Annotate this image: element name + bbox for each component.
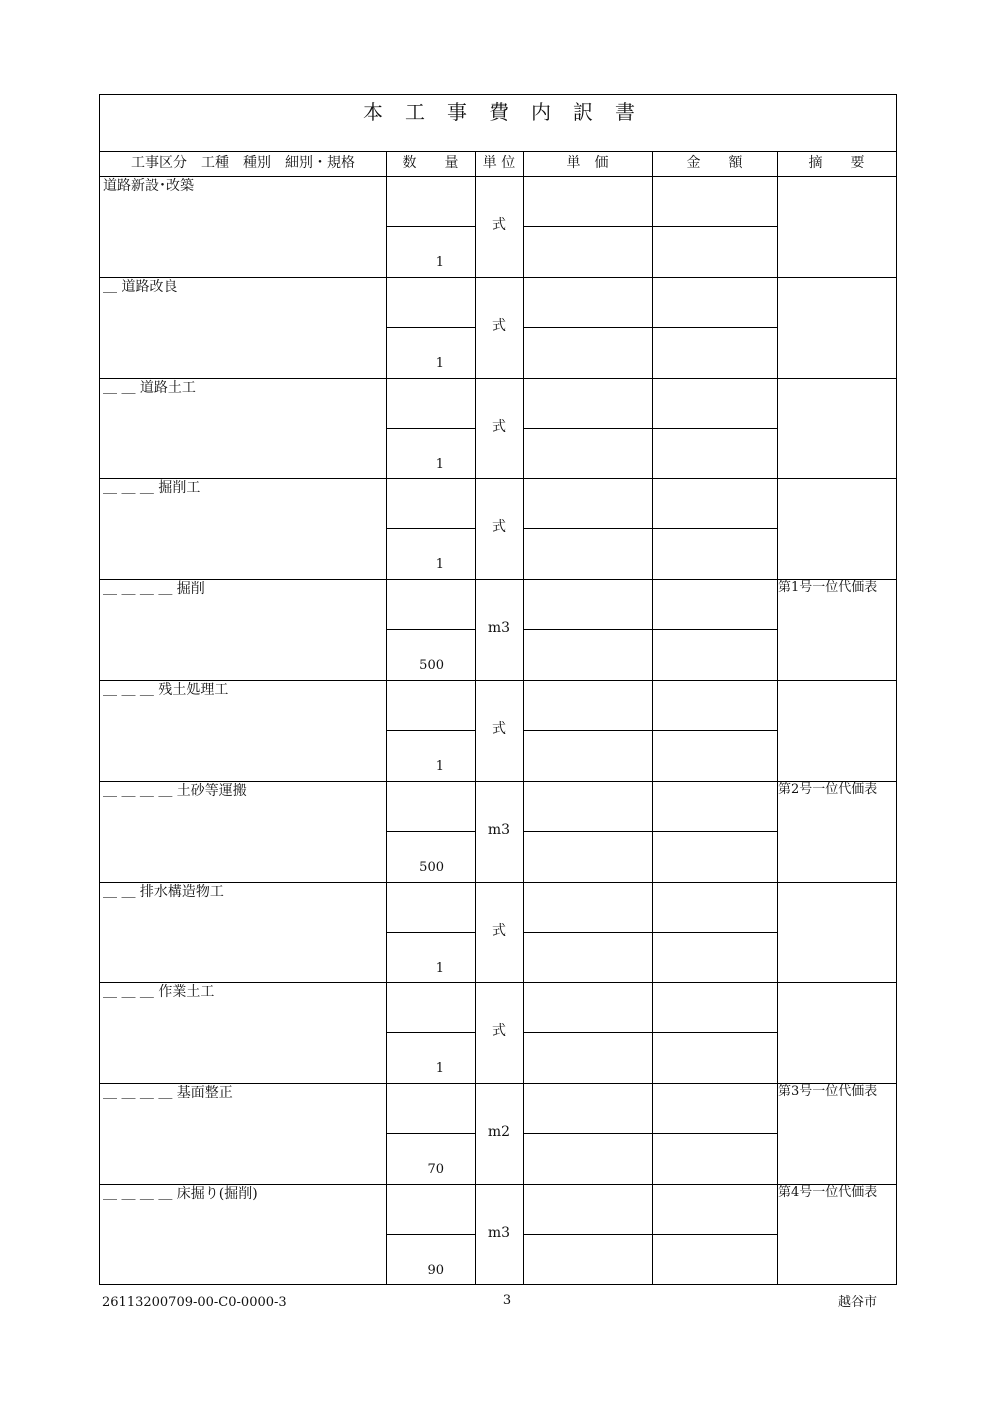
- price-mid-line: [523, 226, 777, 227]
- header-quantity: 数 量: [402, 155, 459, 171]
- row-name: ＿ 道路改良: [103, 279, 178, 295]
- quantity-mid-line: [386, 629, 475, 630]
- row-name: ＿ ＿ ＿ ＿ 土砂等運搬: [103, 783, 247, 799]
- price-mid-line: [523, 831, 777, 832]
- row-name: ＿ ＿ ＿ ＿ 掘削: [103, 581, 205, 597]
- quantity-mid-line: [386, 528, 475, 529]
- row-remark: 第4号一位代価表: [778, 1185, 878, 1200]
- row-unit: 式: [492, 519, 506, 535]
- row-name: 道路新設･改築: [103, 178, 194, 194]
- quantity-mid-line: [386, 1032, 475, 1033]
- row-quantity: 500: [419, 860, 444, 875]
- price-mid-line: [523, 1133, 777, 1134]
- price-mid-line: [523, 629, 777, 630]
- row-separator: [100, 378, 896, 379]
- column-divider: [523, 151, 524, 1284]
- price-mid-line: [523, 932, 777, 933]
- header-amount: 金 額: [686, 155, 743, 171]
- row-name: ＿ ＿ 排水構造物工: [103, 884, 224, 900]
- price-mid-line: [523, 730, 777, 731]
- row-quantity: 90: [427, 1263, 444, 1278]
- row-remark: 第2号一位代価表: [778, 782, 878, 797]
- header-unit: 単 位: [482, 155, 516, 171]
- quantity-mid-line: [386, 1133, 475, 1134]
- row-unit: m3: [487, 620, 511, 636]
- price-mid-line: [523, 1234, 777, 1235]
- row-name: ＿ ＿ ＿ ＿ 床掘り(掘削): [103, 1186, 258, 1202]
- header-remarks: 摘 要: [808, 155, 865, 171]
- quantity-mid-line: [386, 226, 475, 227]
- row-name: ＿ ＿ 道路土工: [103, 380, 196, 396]
- row-unit: 式: [492, 1023, 506, 1039]
- price-mid-line: [523, 428, 777, 429]
- row-remark: 第3号一位代価表: [778, 1084, 878, 1099]
- page-number: 3: [502, 1293, 512, 1308]
- row-unit: m3: [487, 822, 511, 838]
- row-quantity: 1: [435, 255, 444, 270]
- row-remark: 第1号一位代価表: [778, 580, 878, 595]
- row-unit: m2: [487, 1124, 511, 1140]
- row-name: ＿ ＿ ＿ 残土処理工: [103, 682, 229, 698]
- document-title: 本工事費内訳書: [363, 100, 657, 124]
- quantity-mid-line: [386, 730, 475, 731]
- price-mid-line: [523, 528, 777, 529]
- price-mid-line: [523, 1032, 777, 1033]
- row-unit: 式: [492, 217, 506, 233]
- estimate-table: [99, 94, 897, 1285]
- row-separator: [100, 982, 896, 983]
- document-id: 26113200709-00-C0-0000-3: [102, 1295, 287, 1310]
- column-divider: [652, 151, 653, 1284]
- row-quantity: 1: [435, 356, 444, 371]
- row-quantity: 1: [435, 457, 444, 472]
- quantity-mid-line: [386, 932, 475, 933]
- row-separator: [100, 478, 896, 479]
- row-quantity: 1: [435, 961, 444, 976]
- row-name: ＿ ＿ ＿ 作業土工: [103, 984, 215, 1000]
- quantity-mid-line: [386, 1234, 475, 1235]
- row-unit: 式: [492, 721, 506, 737]
- header-name: 工事区分 工種 種別 細別・規格: [131, 155, 355, 171]
- column-divider: [777, 151, 778, 1284]
- price-mid-line: [523, 327, 777, 328]
- row-quantity: 1: [435, 759, 444, 774]
- organization-name: 越谷市: [838, 1295, 878, 1310]
- row-quantity: 1: [435, 557, 444, 572]
- row-quantity: 500: [419, 658, 444, 673]
- row-quantity: 1: [435, 1061, 444, 1076]
- row-unit: 式: [492, 318, 506, 334]
- row-unit: 式: [492, 419, 506, 435]
- quantity-mid-line: [386, 327, 475, 328]
- row-quantity: 70: [427, 1162, 444, 1177]
- row-name: ＿ ＿ ＿ 掘削工: [103, 480, 201, 496]
- row-separator: [100, 579, 896, 580]
- quantity-mid-line: [386, 428, 475, 429]
- row-name: ＿ ＿ ＿ ＿ 基面整正: [103, 1085, 233, 1101]
- header-unit-price: 単 価: [566, 155, 609, 171]
- column-divider: [386, 151, 387, 1284]
- quantity-mid-line: [386, 831, 475, 832]
- row-unit: m3: [487, 1225, 511, 1241]
- row-unit: 式: [492, 923, 506, 939]
- row-separator: [100, 277, 896, 278]
